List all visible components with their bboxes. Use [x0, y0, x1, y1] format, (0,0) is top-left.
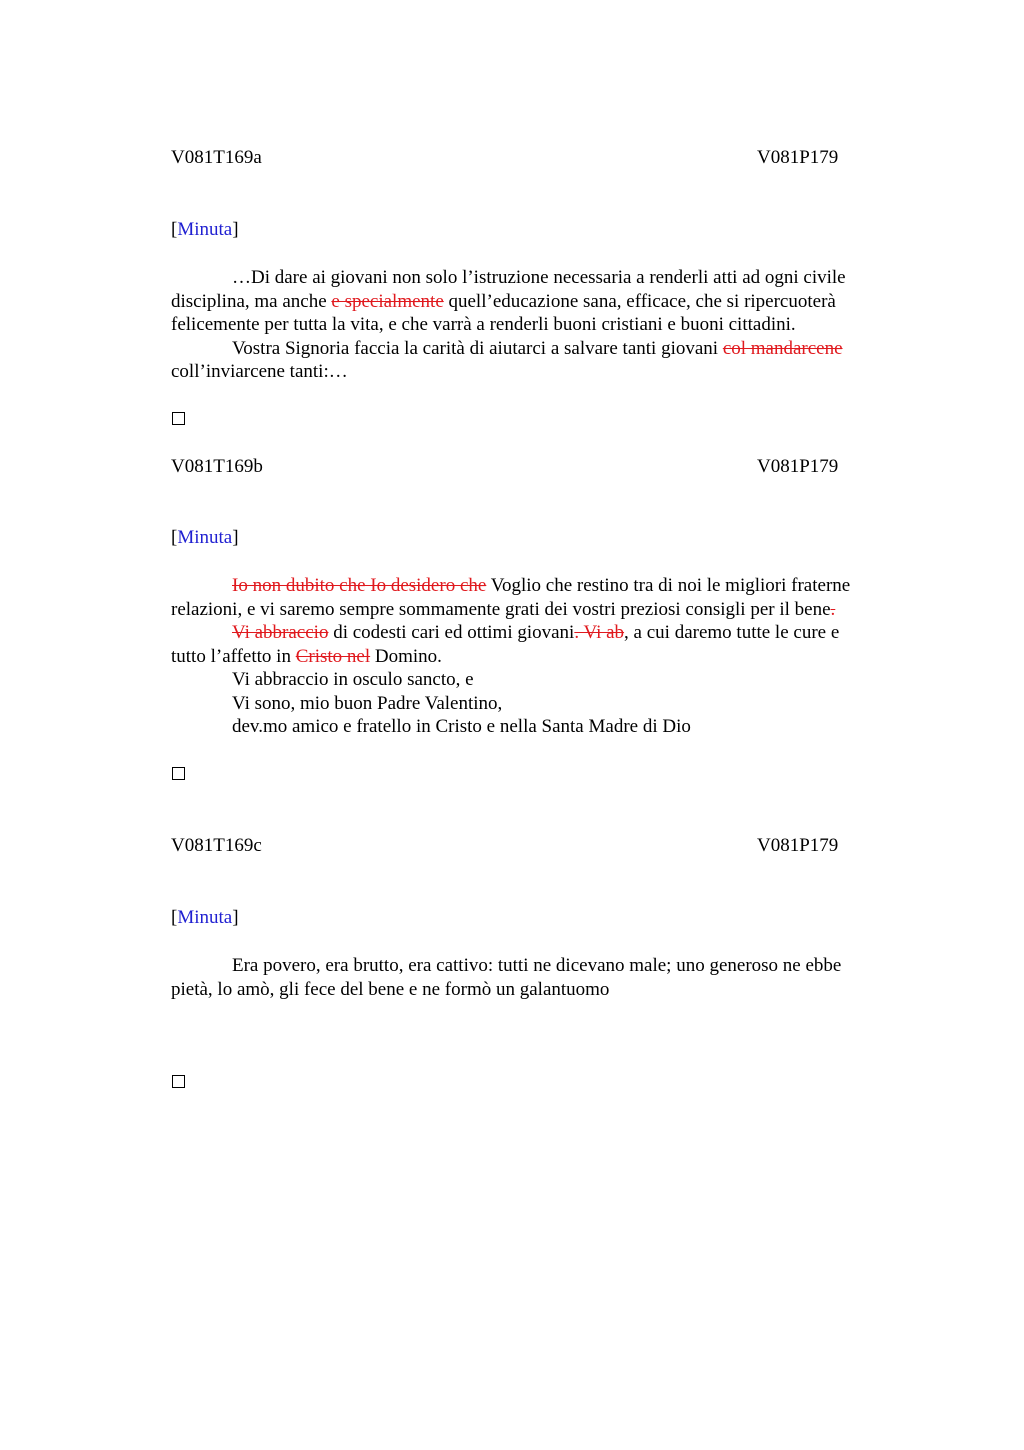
text-line — [171, 290, 911, 314]
bracket-close: ] — [232, 527, 239, 548]
page-code-right: V081P179 — [757, 456, 839, 477]
text-segment: Era povero, era brutto, era cattivo: tutti ne dicevano male; uno generoso ne ebbe — [232, 955, 842, 976]
bracket-open: [ — [171, 907, 178, 928]
text-line — [171, 621, 911, 645]
letter-paragraph — [171, 574, 911, 739]
text-line — [171, 574, 911, 598]
bracket-open: [ — [171, 219, 178, 240]
text-line — [171, 337, 911, 361]
letter-paragraph — [171, 954, 911, 1001]
text-line — [171, 692, 911, 716]
deleted-text: Cristo nel — [295, 645, 371, 667]
bracket-close: ] — [232, 907, 239, 928]
text-segment: pietà, lo amò, gli fece del bene e ne formò un galantuomo — [171, 978, 610, 1000]
text-line — [171, 266, 911, 290]
text-segment: di codesti cari ed ottimi giovani — [328, 622, 575, 643]
text-line — [171, 668, 911, 692]
page-code-right: V081P179 — [757, 835, 839, 856]
bracket-open: [ — [171, 527, 178, 548]
deleted-text: col mandarcene — [722, 337, 843, 359]
text-segment: quell’educazione sana, efficace, che si ripercuoterà — [443, 290, 836, 312]
document-code-left: V081T169b — [171, 456, 263, 477]
text-segment: coll’inviarcene tanti:… — [171, 361, 348, 382]
text-segment: tutto l’affetto in — [171, 645, 296, 667]
bracket-close: ] — [232, 219, 239, 240]
text-segment: Vi sono, mio buon Padre Valentino, — [232, 692, 503, 714]
text-line — [171, 715, 911, 739]
letter-paragraph — [171, 266, 911, 384]
deleted-text: Vi abbraccio — [232, 622, 329, 643]
text-segment: Domino. — [370, 645, 442, 667]
text-segment: Voglio che restino tra di noi le migliori fraterne — [486, 575, 851, 596]
text-line — [171, 978, 911, 1002]
deleted-text: . — [830, 598, 836, 620]
deleted-text: e specialmente — [331, 290, 444, 312]
document-code-left: V081T169a — [171, 147, 262, 168]
text-segment: relazioni, e vi saremo sempre sommamente grati dei vostri preziosi consigli per il bene — [171, 598, 831, 620]
minuta-heading — [171, 218, 239, 242]
minuta-label: Minuta — [177, 907, 233, 928]
minuta-label: Minuta — [177, 527, 233, 548]
text-line — [171, 360, 911, 384]
text-segment: dev.mo amico e fratello in Cristo e nella Santa Madre di Dio — [232, 716, 691, 737]
text-line — [171, 313, 911, 337]
end-marker-box — [172, 767, 185, 780]
text-segment: felicemente per tutta la vita, e che varrà a renderli buoni cristiani e buoni cittadini. — [171, 314, 796, 335]
minuta-label: Minuta — [177, 219, 233, 240]
page-code-right: V081P179 — [757, 147, 839, 168]
minuta-heading — [171, 906, 239, 930]
text-line — [171, 598, 911, 622]
text-line — [171, 645, 911, 669]
text-segment: disciplina, ma anche — [171, 290, 332, 312]
deleted-text: Io non dubito che Io desidero che — [232, 575, 487, 596]
text-segment: Vostra Signoria faccia la carità di aiutarci a salvare tanti giovani — [232, 337, 723, 359]
deleted-text: . Vi ab — [574, 622, 625, 643]
text-segment: , a cui daremo tutte le cure e — [624, 622, 840, 643]
text-segment: Vi abbraccio in osculo sancto, e — [232, 669, 474, 690]
document-code-left: V081T169c — [171, 835, 262, 856]
end-marker-box — [172, 412, 185, 425]
text-line — [171, 954, 911, 978]
end-marker-box — [172, 1075, 185, 1088]
minuta-heading — [171, 526, 239, 550]
text-segment: …Di dare ai giovani non solo l’istruzione necessaria a renderli atti ad ogni civile — [232, 267, 846, 288]
